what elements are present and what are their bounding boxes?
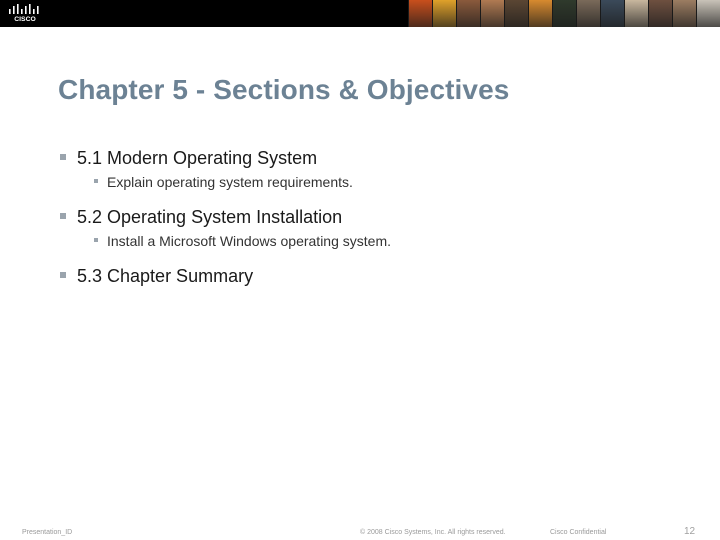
section-bullet xyxy=(58,146,678,172)
header-bar xyxy=(0,0,720,27)
section-label: 5.2 Operating System Installation xyxy=(77,207,343,227)
bullet-list xyxy=(58,146,678,290)
header-photo-tile xyxy=(456,0,480,27)
section-label: 5.1 Modern Operating System xyxy=(77,148,318,168)
header-photo-tile xyxy=(600,0,624,27)
cisco-logo xyxy=(8,4,42,22)
section-bullet xyxy=(58,264,678,290)
logo-text: CISCO xyxy=(14,16,36,22)
section xyxy=(58,205,678,264)
header-photo-tile xyxy=(648,0,672,27)
footer xyxy=(0,524,720,540)
header-photo-tile xyxy=(528,0,552,27)
section xyxy=(58,146,678,205)
objective-text: Explain operating system requirements. xyxy=(107,174,353,190)
section-bullet xyxy=(58,205,678,231)
section-label: 5.3 Chapter Summary xyxy=(77,266,254,286)
header-photo-tile xyxy=(480,0,504,27)
square-bullet-icon xyxy=(60,154,66,160)
header-photo-tile xyxy=(672,0,696,27)
page-number: 12 xyxy=(684,526,696,537)
footer-copyright: © 2008 Cisco Systems, Inc. All rights reserved. xyxy=(360,529,506,536)
header-photo-tile xyxy=(432,0,456,27)
header-photo-tile xyxy=(576,0,600,27)
section xyxy=(58,264,678,290)
objective-text: Install a Microsoft Windows operating system. xyxy=(107,233,391,249)
header-photo-tile xyxy=(624,0,648,27)
footer-presentation-id: Presentation_ID xyxy=(22,529,73,536)
objective-bullet xyxy=(58,231,678,264)
header-photo-tile xyxy=(504,0,528,27)
cisco-bars-icon xyxy=(8,4,42,14)
slide-title: Chapter 5 - Sections & Objectives xyxy=(58,74,510,105)
square-bullet-icon xyxy=(60,213,66,219)
header-photo-tile xyxy=(552,0,576,27)
square-bullet-icon xyxy=(60,272,66,278)
header-photo-tile xyxy=(696,0,720,27)
cisco-wordmark xyxy=(10,15,40,22)
header-photo-tile xyxy=(408,0,432,27)
footer-confidential: Cisco Confidential xyxy=(550,529,607,536)
square-bullet-icon xyxy=(94,238,98,242)
square-bullet-icon xyxy=(94,179,98,183)
photo-strip xyxy=(408,0,720,27)
objective-bullet xyxy=(58,172,678,205)
